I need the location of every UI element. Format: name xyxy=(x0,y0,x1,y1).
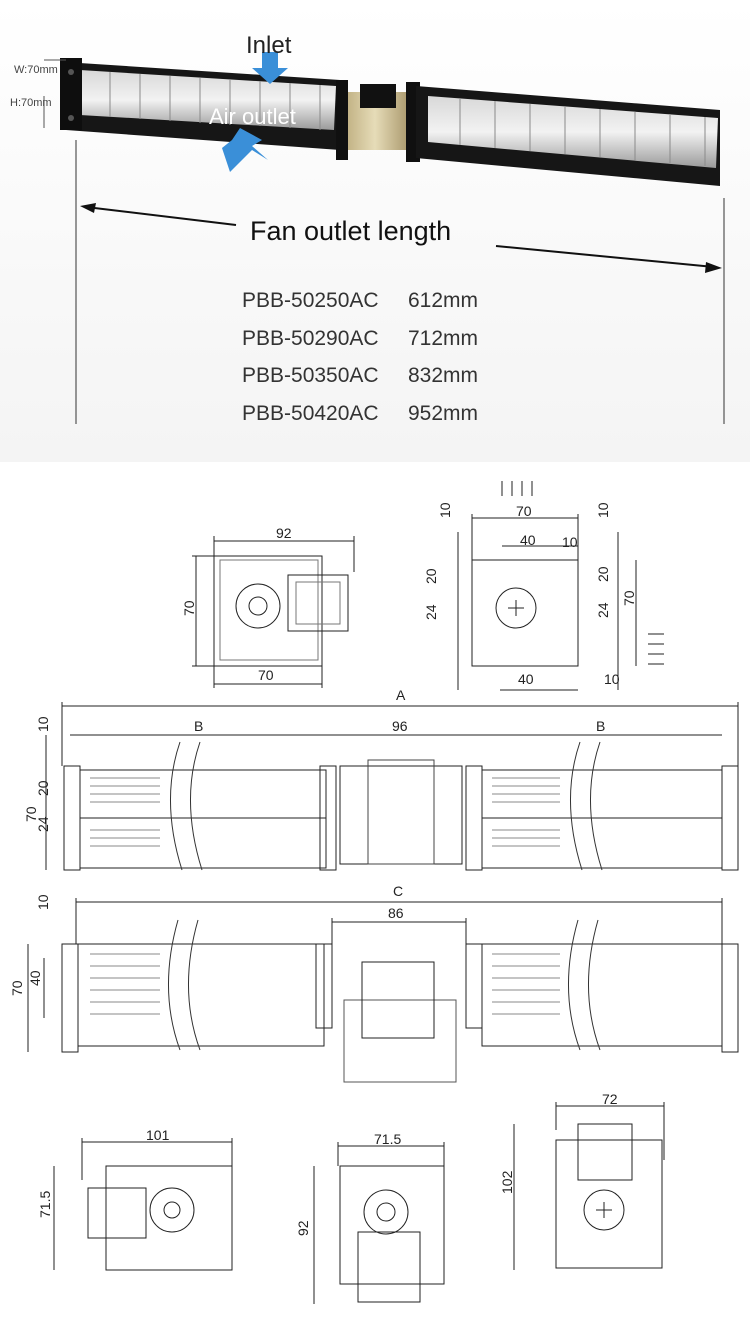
height-label: H:70mm xyxy=(10,97,52,109)
dim-72: 72 xyxy=(602,1091,618,1107)
dim-96: 96 xyxy=(392,718,408,734)
dim-24-left: 24 xyxy=(423,604,439,620)
dim-70-right: 70 xyxy=(621,590,637,606)
dim-24-right: 24 xyxy=(595,602,611,618)
bottom-view-3 xyxy=(499,1091,664,1270)
inlet-label: Inlet xyxy=(246,32,292,59)
width-label: W:70mm xyxy=(14,64,58,76)
dim-92: 92 xyxy=(276,525,292,541)
motor-bracket xyxy=(360,84,396,108)
dim-71-5-a: 71.5 xyxy=(37,1190,53,1218)
front-view-a xyxy=(23,687,738,870)
end-view-left xyxy=(181,525,354,688)
spec-row: PBB-50350AC 832mm xyxy=(242,364,479,387)
dim-71-5-b: 71.5 xyxy=(374,1131,402,1147)
dim-102: 102 xyxy=(499,1170,515,1194)
dim-70-height: 70 xyxy=(181,600,197,616)
product-hero xyxy=(0,0,750,462)
dim-20-right: 20 xyxy=(595,566,611,582)
dim-10-top: 10 xyxy=(562,534,578,550)
left-arrowhead-icon xyxy=(80,203,96,213)
front-view-c xyxy=(9,883,738,1082)
dim-A: A xyxy=(396,687,406,703)
dim-40-c: 40 xyxy=(27,970,43,986)
dim-10-left: 10 xyxy=(437,502,453,518)
dim-101: 101 xyxy=(146,1127,170,1143)
right-arrowhead-icon xyxy=(705,262,722,273)
dim-40-bottom: 40 xyxy=(518,671,534,687)
bottom-view-2 xyxy=(295,1131,444,1304)
spec-row: PBB-50250AC 612mm xyxy=(242,289,479,312)
dim-B-right: B xyxy=(596,718,606,734)
dim-10-front: 10 xyxy=(35,716,51,732)
dim-70-c: 70 xyxy=(9,980,25,996)
dim-70-width: 70 xyxy=(258,667,274,683)
dim-70-top: 70 xyxy=(516,503,532,519)
dim-92-bottom: 92 xyxy=(295,1220,311,1236)
spec-list xyxy=(242,282,478,432)
spec-row: PBB-50420AC 952mm xyxy=(242,401,479,425)
spec-row: PBB-50290AC 712mm xyxy=(242,326,479,350)
dim-C: C xyxy=(393,883,404,899)
dim-10-c: 10 xyxy=(35,894,51,910)
fan-outlet-length-label: Fan outlet length xyxy=(250,216,452,246)
end-view-right xyxy=(423,481,664,690)
dim-86: 86 xyxy=(388,905,404,921)
dim-20-left: 20 xyxy=(423,568,439,584)
dim-24-front: 24 xyxy=(35,816,51,832)
dim-40-top: 40 xyxy=(520,532,536,548)
bottom-view-1 xyxy=(37,1127,232,1270)
technical-drawing xyxy=(0,462,750,1332)
dim-10-right: 10 xyxy=(595,502,611,518)
air-outlet-label: Air outlet xyxy=(209,104,296,129)
dim-10-bottom: 10 xyxy=(604,671,620,687)
dim-70-front: 70 xyxy=(23,806,39,822)
dim-B-left: B xyxy=(194,718,204,734)
dim-20-front: 20 xyxy=(35,780,51,796)
